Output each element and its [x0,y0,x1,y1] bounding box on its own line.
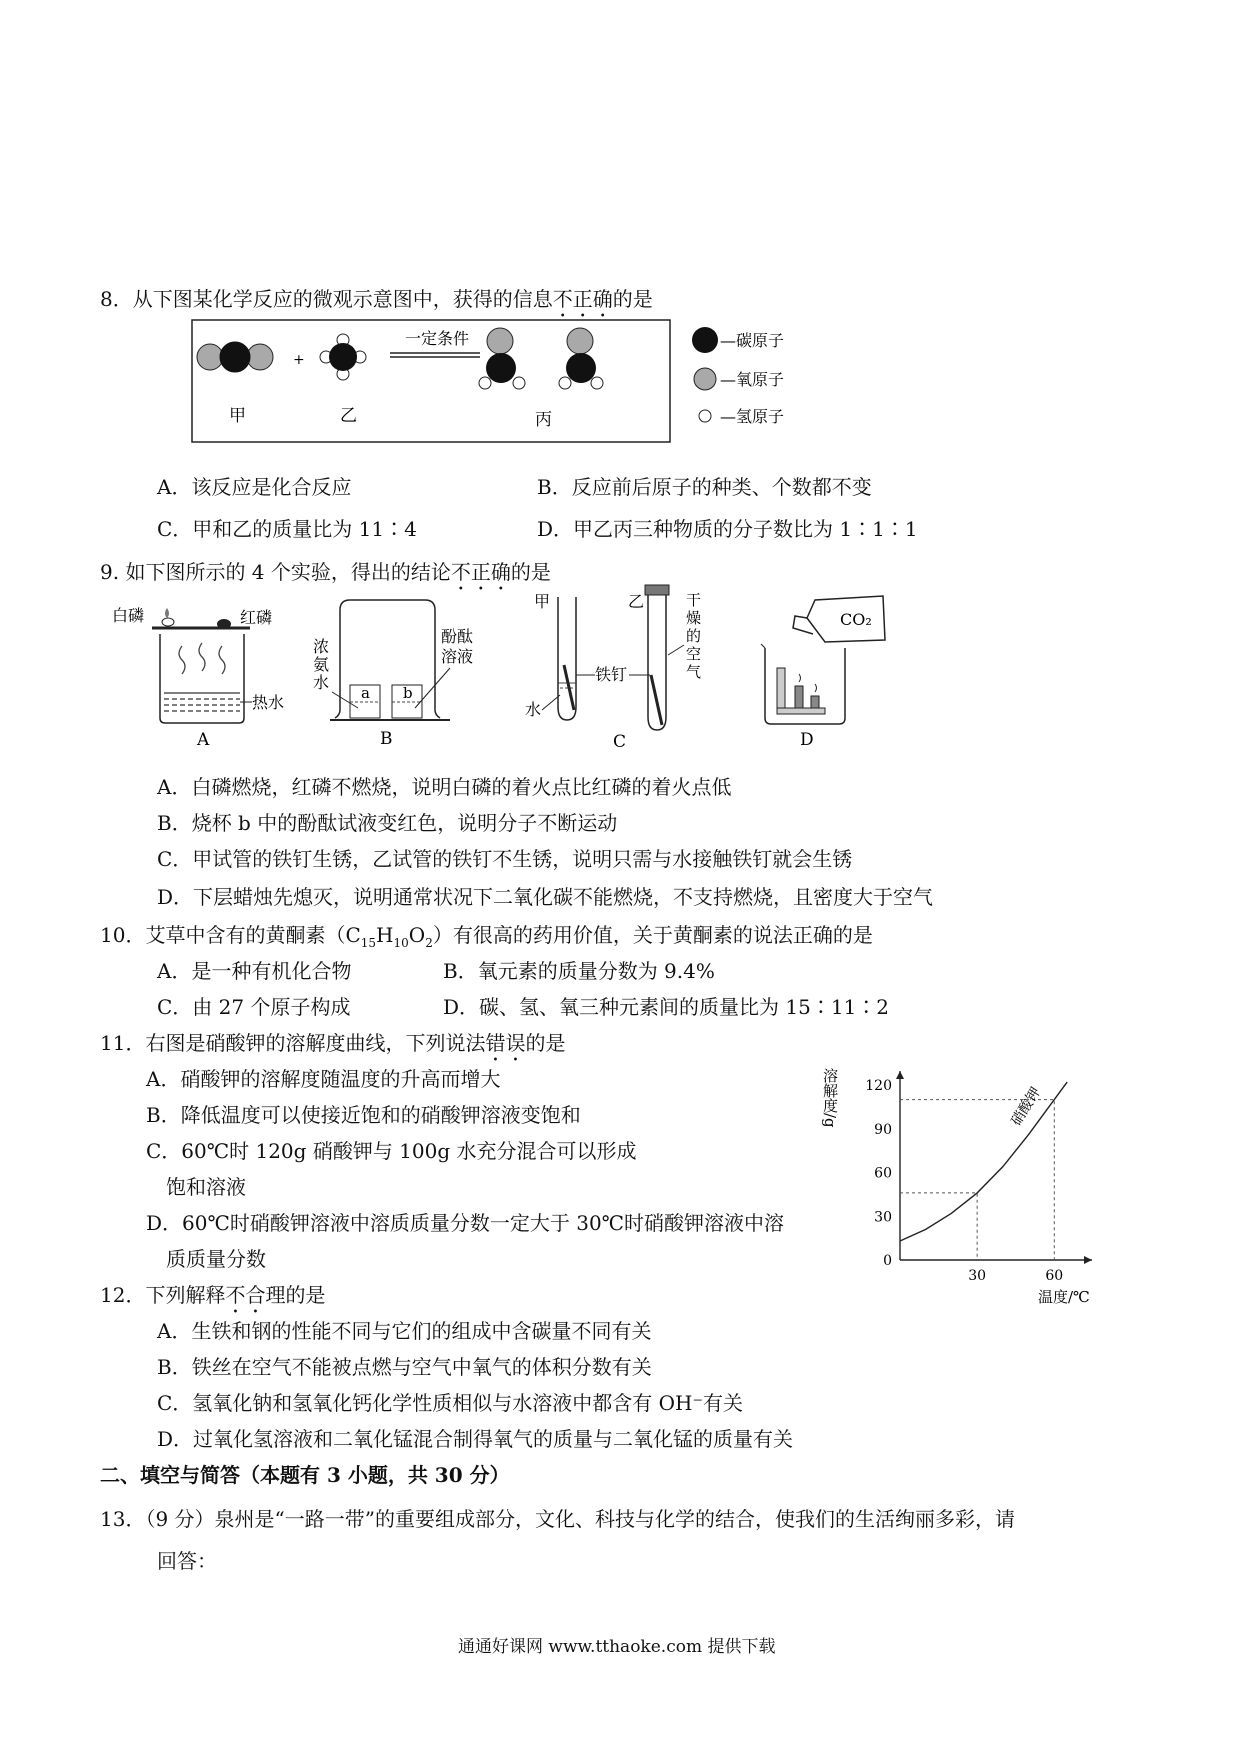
q11-stem-post: 的是 [525,1031,566,1055]
legend-carbon-icon [692,327,718,353]
q9-stem-post: 的是 [510,560,551,584]
series-label-0: 硝酸钾 [1008,1084,1045,1129]
fig-b-label: B [380,729,393,749]
plus-sign: + [293,352,305,368]
molecule-bing-2 [559,328,603,389]
q10-formula-o: O [408,923,426,947]
q12-option-c: C．氢氧化钠和氢氧化钙化学性质相似与水溶液中都含有 OH⁻有关 [157,1391,744,1415]
q9-figure-d [755,588,895,748]
q12-stem-post: 理的是 [265,1283,326,1307]
chart-xlabel: 温度/℃ [1038,1288,1090,1306]
label-bing: 丙 [535,410,552,430]
molecule-jia [197,342,273,372]
hot-water-label: 热水 [252,693,285,712]
x-axis-arrow [1084,1256,1092,1264]
q10-option-c: C．由 27 个原子构成 [157,995,351,1019]
ammonia-label-1: 浓 [313,637,330,656]
phenol-label-2: 溶液 [441,647,474,666]
q10-stem [100,922,873,956]
q11-stem-pre: 11．右图是硝酸钾的溶解度曲线，下列说法 [100,1031,486,1055]
chart-ylabel: 溶解度/g [821,1068,839,1128]
y-tick-60: 60 [874,1165,892,1182]
dry-air-3: 的 [686,627,702,645]
q13-line-1: 13．（9 分）泉州是“一路一带”的重要组成部分，文化、科技与化学的结合，使我们的生活绚丽多彩，请 [100,1507,1015,1531]
q10-option-b: B．氧元素的质量分数为 9.4% [443,959,715,983]
q10-sub-h: 10 [393,936,409,950]
q10-formula-h: H [376,923,394,947]
q8-stem [100,286,653,322]
q11-option-c1: C．60℃时 120g 硝酸钾与 100g 水充分混合可以形成 [146,1139,637,1163]
legend-oxygen: —氧原子 [720,370,785,389]
x-tick-60: 60 [1045,1268,1064,1284]
q9-figure-c [520,585,720,750]
q12-stem [100,1282,325,1318]
red-phosphorus-label: 红磷 [240,608,273,627]
q9-option-a: A．白磷燃烧，红磷不燃烧，说明白磷的着火点比红磷的着火点低 [157,775,732,799]
dry-air-1: 干 [686,591,702,609]
y-tick-30: 30 [874,1209,892,1226]
dry-air-4: 空 [686,645,702,663]
q8-option-d: D．甲乙丙三种物质的分子数比为 1∶1∶1 [537,517,918,541]
legend-hydrogen-icon [699,410,711,422]
q8-option-b: B．反应前后原子的种类、个数都不变 [537,475,872,499]
water-label: 水 [525,700,542,719]
q10-sub-o: 2 [425,936,433,950]
white-phosphorus-label: 白磷 [112,606,145,625]
q8-option-a: A．该反应是化合反应 [157,475,352,499]
q8-stem-pre: 8．从下图某化学反应的微观示意图中，获得的信息 [100,287,553,311]
q8-option-c: C．甲和乙的质量比为 11∶4 [157,517,417,541]
fig-a-label: A [197,730,210,750]
q11-stem [100,1030,565,1066]
legend-oxygen-icon [694,368,716,390]
nail-label: 铁钉 [595,665,628,684]
q9-option-c: C．甲试管的铁钉生锈，乙试管的铁钉不生锈，说明只需与水接触铁钉就会生锈 [157,847,853,871]
q9-option-d: D．下层蜡烛先熄灭，说明通常状况下二氧化碳不能燃烧，不支持燃烧，且密度大于空气 [157,885,934,909]
q9-stem-emph: 不正确 [450,560,511,584]
condition-label: 一定条件 [405,329,470,348]
y-axis-arrow [896,1071,904,1079]
co2-label: CO₂ [840,610,872,629]
fig-c-label: C [613,732,627,752]
beaker-a-label: a [361,684,370,702]
q11-option-d1: D．60℃时硝酸钾溶液中溶质质量分数一定大于 30℃时硝酸钾溶液中溶 [146,1211,785,1235]
page-footer: 通通好课网 www.tthaoke.com 提供下载 [458,1637,776,1657]
y-tick-90: 90 [874,1121,892,1138]
q10-sub-c: 15 [360,936,377,950]
dry-air-2: 燥 [686,609,702,627]
q9-figure-b [310,590,480,748]
legend-hydrogen: —氢原子 [720,407,785,426]
legend-carbon: —碳原子 [720,331,785,350]
q10-option-d: D．碳、氢、氧三种元素间的质量比为 15∶11∶2 [443,995,890,1019]
molecule-bing-1 [479,328,525,389]
fig-d-label: D [800,730,814,750]
q10-stem-pre: 10．艾草中含有的黄酮素（C [100,923,361,947]
q10-option-a: A．是一种有机化合物 [157,959,352,983]
q8-stem-emph: 不正确 [552,287,613,311]
q8-reaction-diagram [185,318,805,448]
tube-yi-label: 乙 [628,592,645,611]
q11-option-b: B．降低温度可以使接近饱和的硝酸钾溶液变饱和 [146,1103,581,1127]
q9-option-b: B．烧杯 b 中的酚酞试液变红色，说明分子不断运动 [157,811,618,835]
y-tick-120: 120 [865,1078,892,1094]
q9-figure-a [112,598,297,748]
q11-option-d2: 质质量分数 [166,1247,266,1271]
x-tick-30: 30 [968,1268,987,1284]
molecule-yi [320,334,366,380]
q12-option-b: B．铁丝在空气不能被点燃与空气中氧气的体积分数有关 [157,1355,652,1379]
label-jia: 甲 [229,406,246,426]
q12-option-d: D．过氧化氢溶液和二氧化锰混合制得氧气的质量与二氧化锰的质量有关 [157,1427,794,1451]
q11-stem-emph: 错误 [485,1031,526,1055]
ammonia-label-2: 氨 [313,655,330,674]
q12-stem-pre: 12．下列解释 [100,1283,226,1307]
ammonia-label-3: 水 [313,673,330,692]
phenol-label-1: 酚酞 [441,627,474,646]
solubility-chart [821,1050,1120,1310]
y-tick-0: 0 [883,1253,892,1269]
q11-option-a: A．硝酸钾的溶解度随温度的升高而增大 [146,1067,501,1091]
q13-line-2: 回答： [157,1549,217,1573]
section-2-title: 二、填空与简答（本题有 3 小题，共 30 分） [100,1463,510,1487]
tube-jia-label: 甲 [534,592,551,611]
q8-stem-post: 的是 [612,287,653,311]
q10-stem-post: ）有很高的药用价值，关于黄酮素的说法正确的是 [432,923,873,947]
q9-stem-pre: 9. 如下图所示的 4 个实验，得出的结论 [100,560,451,584]
q11-option-c2: 饱和溶液 [166,1175,246,1199]
q12-option-a: A．生铁和钢的性能不同与它们的组成中含碳量不同有关 [157,1319,652,1343]
series-line-0 [900,1082,1067,1241]
label-yi: 乙 [340,406,357,426]
dry-air-5: 气 [686,663,702,681]
beaker-b-label: b [403,684,413,702]
q12-stem-emph: 不合 [225,1283,266,1307]
